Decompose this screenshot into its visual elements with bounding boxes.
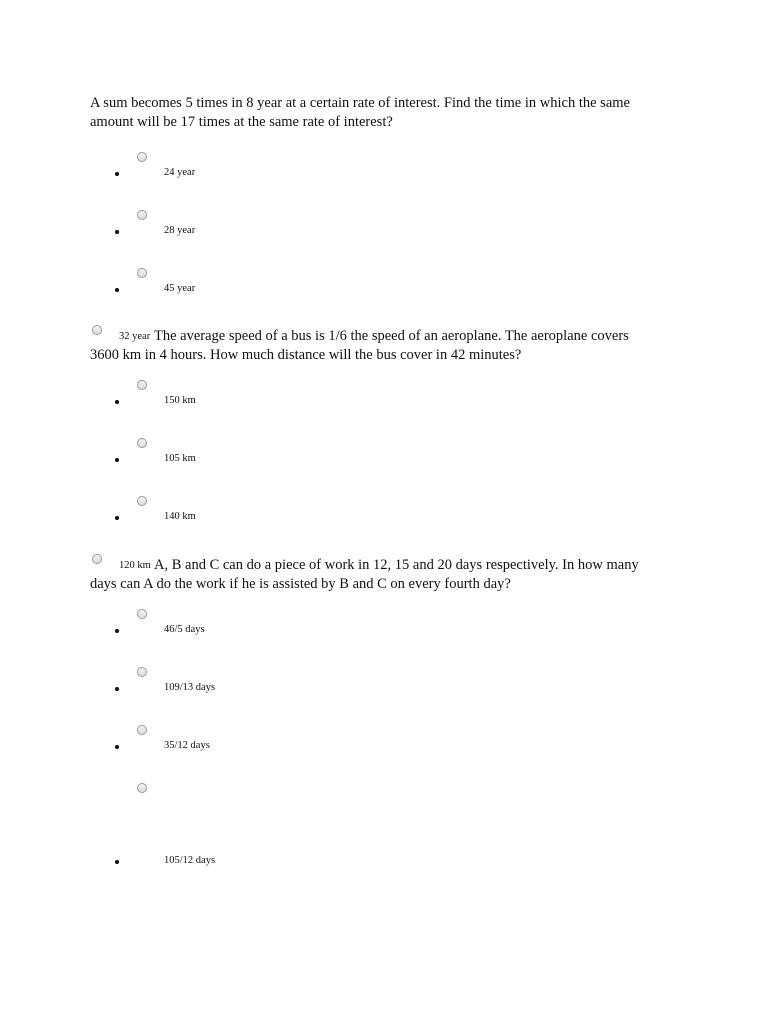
list-bullet xyxy=(115,687,119,691)
list-bullet xyxy=(115,288,119,292)
radio-button[interactable] xyxy=(137,609,147,619)
list-bullet xyxy=(115,400,119,404)
question-text: amount will be 17 times at the same rate of interest? xyxy=(90,114,393,130)
list-bullet xyxy=(115,172,119,176)
list-bullet xyxy=(115,516,119,520)
question-text: A, B and C can do a piece of work in 12, 15 and 20 days respectively. In how many xyxy=(154,557,639,573)
radio-button[interactable] xyxy=(92,554,102,564)
list-bullet xyxy=(115,860,119,864)
question-text: 3600 km in 4 hours. How much distance will the bus cover in 42 minutes? xyxy=(90,347,522,363)
option-label: 109/13 days xyxy=(164,682,216,693)
radio-button[interactable] xyxy=(137,783,147,793)
radio-button[interactable] xyxy=(137,725,147,735)
list-bullet xyxy=(115,745,119,749)
question-text: The average speed of a bus is 1/6 the speed of an aeroplane. The aeroplane covers xyxy=(154,328,629,344)
option-label: 28 year xyxy=(164,225,196,236)
radio-button[interactable] xyxy=(137,268,147,278)
radio-button[interactable] xyxy=(92,325,102,335)
option-label: 46/5 days xyxy=(164,624,205,635)
question-text: days can A do the work if he is assisted by B and C on every fourth day? xyxy=(90,576,511,592)
option-label: 24 year xyxy=(164,167,196,178)
option-label: 150 km xyxy=(164,395,196,406)
radio-button[interactable] xyxy=(137,496,147,506)
radio-button[interactable] xyxy=(137,380,147,390)
question-text: A sum becomes 5 times in 8 year at a certain rate of interest. Find the time in which the same xyxy=(90,95,630,111)
option-label: 32 year xyxy=(119,331,151,342)
option-label: 140 km xyxy=(164,511,196,522)
option-label: 105/12 days xyxy=(164,855,216,866)
option-label: 45 year xyxy=(164,283,196,294)
radio-button[interactable] xyxy=(137,210,147,220)
radio-button[interactable] xyxy=(137,152,147,162)
list-bullet xyxy=(115,458,119,462)
list-bullet xyxy=(115,230,119,234)
radio-button[interactable] xyxy=(137,438,147,448)
radio-button[interactable] xyxy=(137,667,147,677)
option-label: 120 km xyxy=(119,560,151,571)
list-bullet xyxy=(115,629,119,633)
option-label: 105 km xyxy=(164,453,196,464)
option-label: 35/12 days xyxy=(164,740,210,751)
